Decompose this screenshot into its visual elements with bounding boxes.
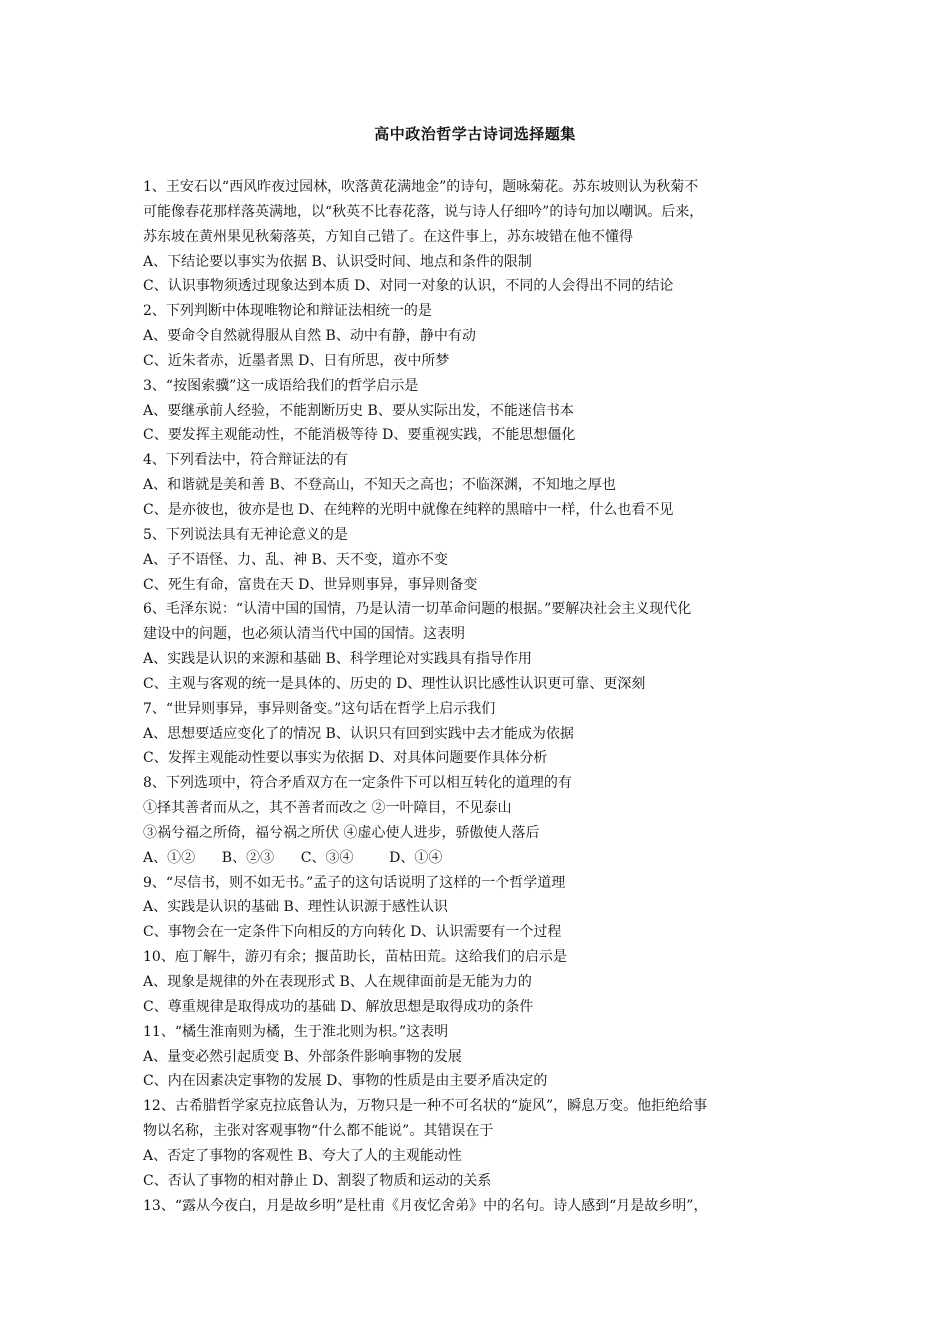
text-line: C、尊重规律是取得成功的基础 D、解放思想是取得成功的条件	[143, 998, 534, 1015]
text-line: C、近朱者赤，近墨者黑 D、日有所思，夜中所梦	[143, 352, 450, 369]
text-line: C、是亦彼也，彼亦是也 D、在纯粹的光明中就像在纯粹的黑暗中一样，什么也看不见	[143, 501, 674, 518]
text-line: 3、“按图索骥”这一成语给我们的哲学启示是	[143, 377, 419, 394]
text-line: A、要命令自然就得服从自然 B、动中有静，静中有动	[143, 328, 476, 345]
text-line: A、要继承前人经验，不能割断历史 B、要从实际出发，不能迷信书本	[143, 402, 574, 419]
text-line: 12、古希腊哲学家克拉底鲁认为，万物只是一种不可名状的“旋风”，瞬息万变。他拒绝给事	[143, 1098, 708, 1115]
document-title: 高中政治哲学古诗词选择题集	[374, 125, 576, 143]
text-line: A、思想要适应变化了的情况 B、认识只有回到实践中去才能成为依据	[143, 725, 574, 742]
text-line: A、①② B、②③ C、③④ D、①④	[143, 849, 443, 866]
text-line: 7、“世异则事异，事异则备变。”这句话在哲学上启示我们	[143, 700, 496, 717]
text-line: A、和谐就是美和善 B、不登高山，不知天之高也；不临深渊，不知地之厚也	[143, 477, 616, 494]
text-line: 建设中的问题，也必须认清当代中国的国情。这表明	[143, 626, 465, 643]
text-line: 11、“橘生淮南则为橘，生于淮北则为枳。”这表明	[143, 1023, 449, 1040]
text-line: 10、庖丁解牛，游刃有余；揠苗助长，苗枯田荒。这给我们的启示是	[143, 949, 567, 966]
text-line: C、主观与客观的统一是具体的、历史的 D、理性认识比感性认识更可靠、更深刻	[143, 675, 646, 692]
text-line: 物以名称，主张对客观事物“什么都不能说”。其错误在于	[143, 1123, 494, 1140]
text-line: 9、“尽信书，则不如无书。”孟子的这句话说明了这样的一个哲学道理	[143, 874, 566, 891]
text-line: 苏东坡在黄州果见秋菊落英，方知自己错了。在这件事上，苏东坡错在他不懂得	[143, 228, 633, 245]
text-line: 可能像春花那样落英满地，以“秋英不比春花落，说与诗人仔细吟”的诗句加以嘲讽。后来，	[143, 203, 704, 220]
text-line: A、实践是认识的基础 B、理性认识源于感性认识	[143, 899, 448, 916]
text-line: 13、“露从今夜白，月是故乡明”是杜甫《月夜忆舍弟》中的名句。诗人感到“月是故乡明”，	[143, 1197, 708, 1214]
text-line: A、实践是认识的来源和基础 B、科学理论对实践具有指导作用	[143, 651, 532, 668]
text-line: A、子不语怪、力、乱、神 B、天不变，道亦不变	[143, 551, 448, 568]
text-line: 5、下列说法具有无神论意义的是	[143, 526, 348, 543]
text-line: ①择其善者而从之，其不善者而改之 ②一叶障目，不见泰山	[143, 800, 512, 817]
text-line: 1、王安石以“西风昨夜过园林，吹落黄花满地金”的诗句，题咏菊花。苏东坡则认为秋菊不	[143, 179, 699, 195]
text-line: A、量变必然引起质变 B、外部条件影响事物的发展	[143, 1048, 462, 1065]
text-line: C、否认了事物的相对静止 D、割裂了物质和运动的关系	[143, 1172, 492, 1189]
text-line: ③祸兮福之所倚，福兮祸之所伏 ④虚心使人进步，骄傲使人落后	[143, 824, 540, 841]
text-line: C、死生有命，富贵在天 D、世异则事异，事异则备变	[143, 576, 478, 593]
text-line: A、否定了事物的客观性 B、夸大了人的主观能动性	[143, 1147, 462, 1164]
text-line: C、发挥主观能动性要以事实为依据 D、对具体问题要作具体分析	[143, 750, 548, 767]
text-line: A、下结论要以事实为依据 B、认识受时间、地点和条件的限制	[143, 253, 532, 270]
text-line: C、认识事物须透过现象达到本质 D、对同一对象的认识，不同的人会得出不同的结论	[143, 278, 674, 295]
text-line: C、事物会在一定条件下向相反的方向转化 D、认识需要有一个过程	[143, 924, 562, 941]
text-line: 6、毛泽东说：“认清中国的国情，乃是认清一切革命问题的根据。”要解决社会主义现代化	[143, 601, 692, 618]
text-line: C、要发挥主观能动性，不能消极等待 D、要重视实践，不能思想僵化	[143, 427, 576, 444]
text-line: 8、下列选项中，符合矛盾双方在一定条件下可以相互转化的道理的有	[143, 775, 572, 792]
document-body	[143, 175, 813, 1218]
text-line: A、现象是规律的外在表现形式 B、人在规律面前是无能为力的	[143, 974, 532, 990]
text-line: 2、下列判断中体现唯物论和辩证法相统一的是	[143, 303, 432, 320]
text-line: 4、下列看法中，符合辩证法的有	[143, 452, 348, 469]
text-line: C、内在因素决定事物的发展 D、事物的性质是由主要矛盾决定的	[143, 1073, 548, 1090]
